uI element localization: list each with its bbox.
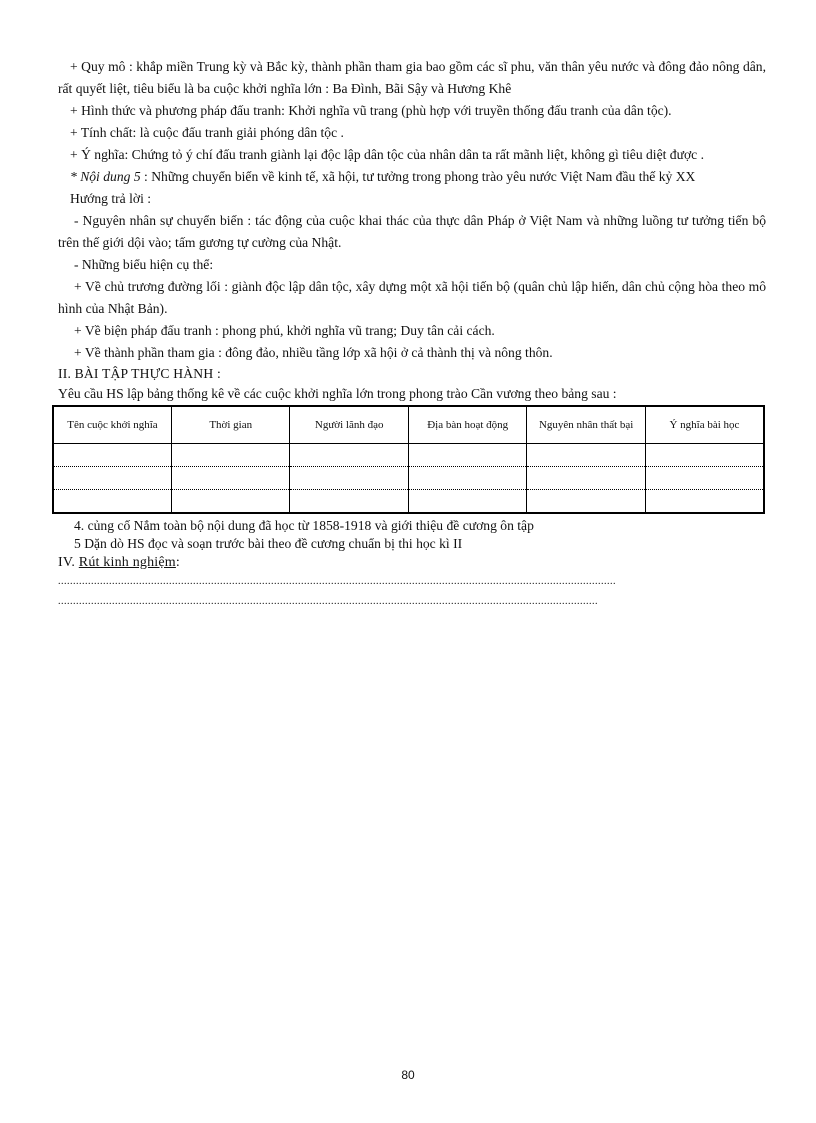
table-header-cell: Nguyên nhân thất bại bbox=[527, 406, 645, 444]
chu-truong-paragraph: + Về chủ trương đường lối : giành độc lập dân tộc, xây dựng một xã hội tiến bộ (quân chủ lập hiến, dân chủ cộng hòa theo mô hình của Nhật Bản). bbox=[58, 279, 766, 316]
table-cell bbox=[53, 490, 171, 514]
section-4-number: IV. bbox=[58, 555, 76, 570]
table-header-cell: Thời gian bbox=[171, 406, 289, 444]
bieu-hien-paragraph: - Những biểu hiện cụ thể: bbox=[74, 257, 214, 272]
table-header-row bbox=[53, 406, 764, 444]
section-4-heading bbox=[58, 553, 766, 573]
table-cell bbox=[171, 490, 289, 514]
table-header-cell: Ý nghĩa bài học bbox=[645, 406, 764, 444]
table-cell bbox=[527, 444, 645, 467]
table-header-cell: Tên cuộc khởi nghĩa bbox=[53, 406, 171, 444]
dan-do-line: 5 Dặn dò HS đọc và soạn trước bài theo đề cương chuẩn bị thi học kì II bbox=[74, 536, 463, 551]
table-cell bbox=[290, 467, 408, 490]
table-cell bbox=[171, 467, 289, 490]
hinh-thuc-paragraph: + Hình thức và phương pháp đấu tranh: Khởi nghĩa vũ trang (phù hợp với truyền thống đấu tranh của dân tộc). bbox=[70, 103, 672, 118]
tinh-chat-paragraph: + Tính chất: là cuộc đấu tranh giải phóng dân tộc . bbox=[70, 125, 344, 140]
nguyen-nhan-paragraph: - Nguyên nhân sự chuyển biến : tác động của cuộc khai thác của thực dân Pháp ở Việt Nam và những luồng tư tưởng tiến bộ trên thế giới dội vào; tấm gương tự cường của Nhật. bbox=[58, 213, 766, 250]
y-nghia-paragraph: + Ý nghĩa: Chứng tỏ ý chí đấu tranh giành lại độc lập dân tộc của nhân dân ta rất mãnh liệt, không gì tiêu diệt được . bbox=[70, 147, 704, 162]
document-body bbox=[58, 56, 766, 607]
table-cell bbox=[408, 467, 526, 490]
thanh-phan-paragraph: + Về thành phần tham gia : đông đảo, nhiều tầng lớp xã hội ở cả thành thị và nông thôn. bbox=[74, 345, 553, 360]
table-row bbox=[53, 467, 764, 490]
table-header-cell: Người lãnh đạo bbox=[290, 406, 408, 444]
cung-co-line: 4. củng cố Nắm toàn bộ nội dung đã học từ 1858-1918 và giới thiệu đề cương ôn tập bbox=[74, 518, 534, 533]
noi-dung-5-label: * Nội dung 5 bbox=[70, 169, 141, 184]
noi-dung-5-text: : Những chuyển biến về kinh tế, xã hội, tư tưởng trong phong trào yêu nước Việt Nam đầu thế kỷ XX bbox=[144, 169, 696, 184]
dotted-line-2: .................................................................................................................................................................................... bbox=[58, 597, 598, 607]
table-cell bbox=[53, 467, 171, 490]
table-header-cell: Địa bàn hoạt động bbox=[408, 406, 526, 444]
dotted-line-1: .......................................................................................................................................................................................... bbox=[58, 577, 616, 587]
table-row bbox=[53, 444, 764, 467]
table-cell bbox=[527, 490, 645, 514]
noi-dung-5-paragraph bbox=[58, 166, 766, 188]
quy-mo-paragraph: + Quy mô : khắp miền Trung kỳ và Bắc kỳ, thành phần tham gia bao gồm các sĩ phu, văn thân yêu nước và đông đảo nông dân, rất quyết liệt, tiêu biểu là ba cuộc khởi nghĩa lớn : Ba Đình, Bãi Sậy và Hương Khê bbox=[58, 59, 766, 96]
table-cell bbox=[290, 490, 408, 514]
table-cell bbox=[645, 490, 764, 514]
bien-phap-paragraph: + Về biện pháp đấu tranh : phong phú, khởi nghĩa vũ trang; Duy tân cải cách. bbox=[74, 323, 495, 338]
section-4-colon: : bbox=[175, 555, 180, 570]
table-cell bbox=[527, 467, 645, 490]
section-2-instruction: Yêu cầu HS lập bảng thống kê về các cuộc khởi nghĩa lớn trong phong trào Cần vương theo bảng sau : bbox=[58, 386, 617, 401]
page-number: 80 bbox=[401, 1068, 415, 1082]
section-4-title: Rút kinh nghiệm bbox=[78, 555, 176, 570]
table-cell bbox=[171, 444, 289, 467]
huong-tra-loi: Hướng trả lời : bbox=[70, 191, 152, 206]
table-cell bbox=[53, 444, 171, 467]
table-row bbox=[53, 490, 764, 514]
table-cell bbox=[290, 444, 408, 467]
table-cell bbox=[408, 490, 526, 514]
table-cell bbox=[408, 444, 526, 467]
section-2-heading: II. BÀI TẬP THỰC HÀNH : bbox=[58, 366, 221, 381]
table-cell bbox=[645, 467, 764, 490]
uprising-statistics-table bbox=[52, 405, 765, 514]
table-cell bbox=[645, 444, 764, 467]
